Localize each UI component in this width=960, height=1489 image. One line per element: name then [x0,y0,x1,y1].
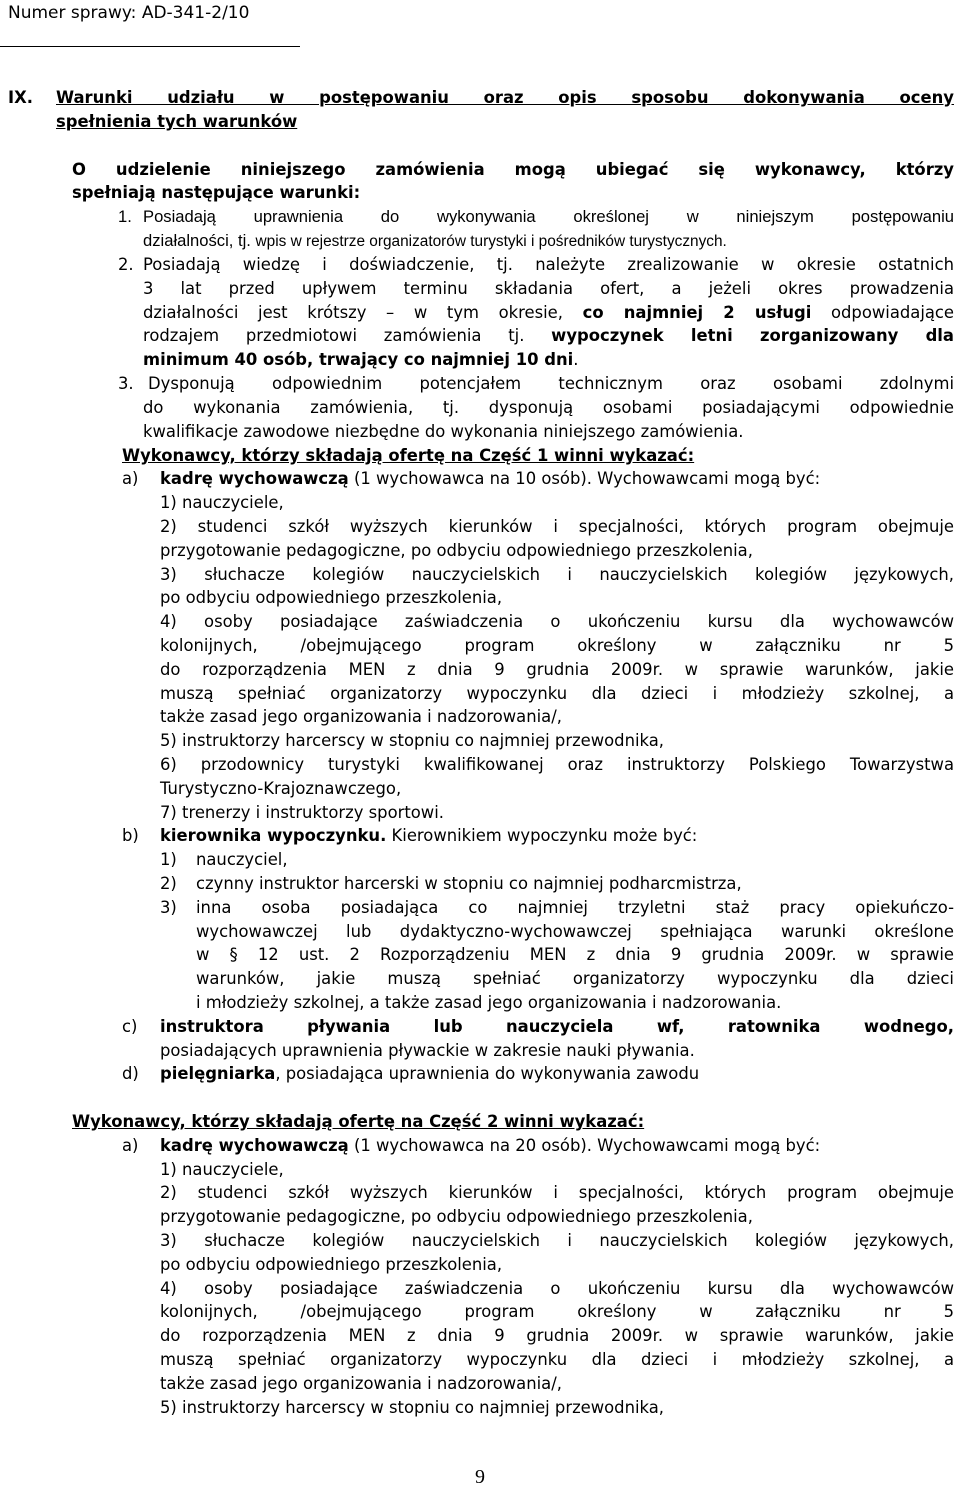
part1-a6-line1: 6) przodownicy turystyki kwalifikowanej oraz instruktorzy Polskiego Towarzystwa [160,755,954,774]
part2-a4-line4: muszą spełniać organizatorzy wypoczynku dla dzieci i młodzieży szkolnej, a [160,1350,954,1369]
part2-a3-line2: po odbyciu odpowiedniego przeszkolenia, [160,1255,503,1274]
part1-b3-line3: w § 12 ust. 2 Rozporządzeniu MEN z dnia 9 grudnia 2009r. w sprawie [196,945,954,964]
condition-3-number: 3. [118,374,134,393]
part2-a1: 1) nauczyciele, [160,1160,284,1179]
part1-c-letter: c) [122,1017,138,1036]
part1-b3-line1: inna osoba posiadająca co najmniej trzyletni staż pracy opiekuńczo- [196,898,954,917]
part1-b1-number: 1) [160,850,177,869]
condition-3-line2: do wykonania zamówienia, tj. dysponują osobami posiadającymi odpowiednie [143,398,954,417]
part1-a2-line1: 2) studenci szkół wyższych kierunków i specjalności, których program obejmuje [160,517,954,536]
part1-c-line1: instruktora pływania lub nauczyciela wf, ratownika wodnego, [160,1017,954,1036]
section-title-line2: spełnienia tych warunków [56,112,298,131]
part2-a2-line2: przygotowanie pedagogiczne, po odbyciu odpowiedniego przeszkolenia, [160,1207,753,1226]
part2-a4-line1: 4) osoby posiadające zaświadczenia o ukończeniu kursu dla wychowawców [160,1279,954,1298]
part1-b3-line5: i młodzieży szkolnej, a także zasad jego organizowania i nadzorowania. [196,993,782,1012]
part1-b2: czynny instruktor harcerski w stopniu co najmniej podharcmistrza, [196,874,742,893]
intro-line2: spełniają następujące warunki: [72,183,361,202]
condition-2-line4: rodzajem przedmiotowi zamówienia tj. wypoczynek letni zorganizowany dla [143,326,954,345]
condition-2-line2: 3 lat przed upływem terminu składania ofert, a jeżeli okres prowadzenia [143,279,954,298]
section-number: IX. [8,88,33,107]
part1-a7: 7) trenerzy i instruktorzy sportowi. [160,803,444,822]
part1-b3-line2: wychowawczej lub dydaktyczno-wychowawczej spełniająca warunki określone [196,922,954,941]
part1-a4-line3: do rozporządzenia MEN z dnia 9 grudnia 2009r. w sprawie warunków, jakie [160,660,954,679]
part1-a1: 1) nauczyciele, [160,493,284,512]
part1-a3-line1: 3) słuchacze kolegiów nauczycielskich i nauczycielskich kolegiów językowych, [160,565,954,584]
part2-a-line: kadrę wychowawczą (1 wychowawca na 20 osób). Wychowawcami mogą być: [160,1136,821,1155]
part1-a4-line5: także zasad jego organizowania i nadzorowania/, [160,707,562,726]
part1-a6-line2: Turystyczno-Krajoznawczego, [160,779,402,798]
part1-b-letter: b) [122,826,139,845]
part1-c-line2: posiadających uprawnienia pływackie w zakresie nauki pływania. [160,1041,695,1060]
part1-b3-number: 3) [160,898,177,917]
part1-b2-number: 2) [160,874,177,893]
section-title-line1: Warunki udziału w postępowaniu oraz opis sposobu dokonywania oceny [56,88,954,107]
case-number: Numer sprawy: AD-341-2/10 [8,3,250,23]
part2-a-letter: a) [122,1136,139,1155]
part2-a4-line3: do rozporządzenia MEN z dnia 9 grudnia 2009r. w sprawie warunków, jakie [160,1326,954,1345]
part1-a2-line2: przygotowanie pedagogiczne, po odbyciu odpowiedniego przeszkolenia, [160,541,753,560]
header-rule [0,46,300,47]
part2-a4-line5: także zasad jego organizowania i nadzorowania/, [160,1374,562,1393]
part2-a2-line1: 2) studenci szkół wyższych kierunków i specjalności, których program obejmuje [160,1183,954,1202]
part2-a4-line2: kolonijnych, /obejmującego program określony w załączniku nr 5 [160,1302,954,1321]
part1-a4-line4: muszą spełniać organizatorzy wypoczynku dla dzieci i młodzieży szkolnej, a [160,684,954,703]
part1-a5: 5) instruktorzy harcerscy w stopniu co najmniej przewodnika, [160,731,664,750]
part2-a3-line1: 3) słuchacze kolegiów nauczycielskich i nauczycielskich kolegiów językowych, [160,1231,954,1250]
condition-2-line1: Posiadają wiedzę i doświadczenie, tj. należyte zrealizowanie w okresie ostatnich [143,255,954,274]
part1-a3-line2: po odbyciu odpowiedniego przeszkolenia, [160,588,503,607]
condition-2-line3: działalności jest krótszy – w tym okresie, co najmniej 2 usługi odpowiadające [143,303,955,322]
condition-1-line2: działalności, tj. wpis w rejestrze organizatorów turystyki i pośredników turystycznych. [143,231,727,250]
part1-a-letter: a) [122,469,139,488]
intro-line1: O udzielenie niniejszego zamówienia mogą ubiegać się wykonawcy, którzy [72,160,954,179]
part1-heading: Wykonawcy, którzy składają ofertę na Część 1 winni wykazać: [122,446,695,465]
page-number: 9 [475,1466,485,1488]
condition-1-number: 1. [118,207,132,226]
part1-b3-line4: warunków, jakie muszą spełniać organizatorzy wypoczynku dla dzieci [196,969,954,988]
condition-1-line1: Posiadają uprawnienia do wykonywania określonej w niniejszym postępowaniu [143,207,954,226]
condition-2-number: 2. [118,255,134,274]
part1-a-line: kadrę wychowawczą (1 wychowawca na 10 osób). Wychowawcami mogą być: [160,469,821,488]
part1-d-letter: d) [122,1064,139,1083]
part1-a4-line1: 4) osoby posiadające zaświadczenia o ukończeniu kursu dla wychowawców [160,612,954,631]
part1-d-line: pielęgniarka, posiadająca uprawnienia do wykonywania zawodu [160,1064,700,1083]
part1-b1: nauczyciel, [196,850,288,869]
condition-3-line1: Dysponują odpowiednim potencjałem technicznym oraz osobami zdolnymi [148,374,954,393]
part1-a4-line2: kolonijnych, /obejmującego program określony w załączniku nr 5 [160,636,954,655]
condition-2-line5: minimum 40 osób, trwający co najmniej 10 dni. [143,350,579,369]
part2-heading: Wykonawcy, którzy składają ofertę na Część 2 winni wykazać: [72,1112,645,1131]
part1-b-line: kierownika wypoczynku. Kierownikiem wypoczynku może być: [160,826,698,845]
condition-3-line3: kwalifikacje zawodowe niezbędne do wykonania niniejszego zamówienia. [143,422,744,441]
part2-a5: 5) instruktorzy harcerscy w stopniu co najmniej przewodnika, [160,1398,664,1417]
